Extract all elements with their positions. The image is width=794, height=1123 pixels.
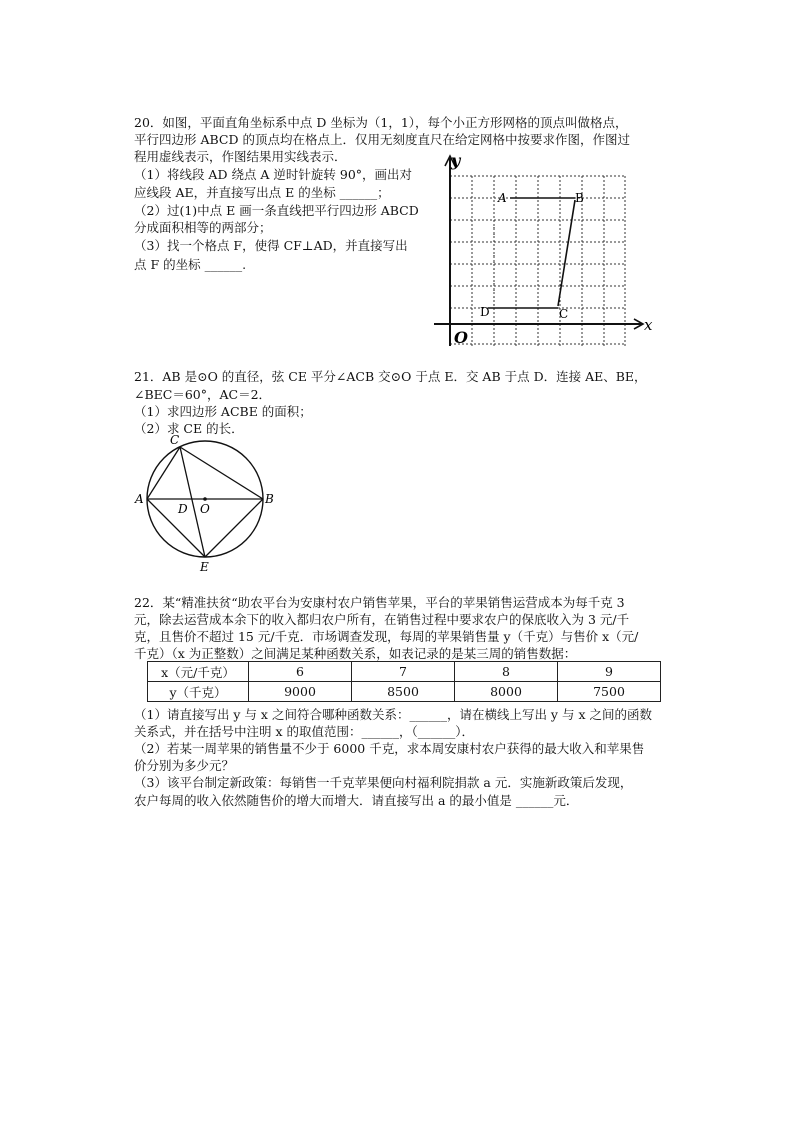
- point-c-label: C: [559, 307, 569, 321]
- q22-line-2: 元，除去运营成本余下的收入都归农户所有，在销售过程中要求农户的保底收入为 3 元/千: [134, 612, 630, 627]
- q20-part2-line-2: 分成面积相等的两部分；: [134, 220, 272, 235]
- point-a-label: A: [135, 492, 144, 506]
- q22-line-3: 克，且售价不超过 15 元/千克．市场调查发现，每周的苹果销售量 y（千克）与售价 x（元/: [134, 629, 639, 644]
- q22-part3-line-2: 农户每周的收入依然随售价的增大而增大．请直接写出 a 的最小值是 ______元．: [134, 793, 579, 808]
- point-d-label: D: [480, 305, 490, 319]
- q21-line-2: ∠BEC＝60°，AC＝2．: [134, 387, 272, 402]
- x-axis-label: x: [644, 316, 653, 334]
- table-cell: 8: [455, 662, 558, 682]
- table-cell: 7500: [558, 682, 661, 702]
- q22-part3-line-1: （3）该平台制定新政策：每销售一千克苹果便向村福利院捐款 a 元．实施新政策后发现，: [134, 775, 633, 790]
- q22-line-4: 千克）（x 为正整数）之间满足某种函数关系，如表记录的是某三周的销售数据：: [134, 646, 577, 661]
- table-row: [148, 662, 661, 682]
- point-c-label: C: [170, 433, 180, 447]
- table-cell: 8500: [352, 682, 455, 702]
- q21-line-1: 21．AB 是⊙O 的直径，弦 CE 平分∠ACB 交⊙O 于点 E．交 AB 于点 D．连接 AE、BE，: [134, 369, 647, 384]
- q20-line-1: 20．如图，平面直角坐标系中点 D 坐标为（1，1），每个小正方形网格的顶点叫做格点，: [134, 115, 628, 130]
- table-cell: 6: [249, 662, 352, 682]
- table-header-y: y（千克）: [148, 682, 249, 702]
- q22-part2-line-2: 价分别为多少元？: [134, 758, 235, 773]
- point-o-label: O: [200, 502, 210, 516]
- point-b-label: B: [265, 492, 274, 506]
- point-a-label: A: [498, 191, 507, 205]
- grid-lines: [450, 176, 625, 346]
- q20-part3-line-2: 点 F 的坐标 ______.: [134, 257, 247, 272]
- table-cell: 8000: [455, 682, 558, 702]
- q20-part1-line-2: 应线段 AE，并直接写出点 E 的坐标 ______；: [134, 185, 390, 200]
- q22-part1-line-2: 关系式，并在括号中注明 x 的取值范围：______，（______）．: [134, 724, 474, 739]
- q22-part2-line-1: （2）若某一周苹果的销售量不少于 6000 千克，求本周安康村农户获得的最大收入和苹果售: [134, 741, 645, 756]
- point-d-label: D: [178, 502, 188, 516]
- q21-circle-figure: [128, 430, 278, 580]
- table-header-x: x（元/千克）: [148, 662, 249, 682]
- q22-data-table: [147, 661, 661, 702]
- q22-part1-line-1: （1）请直接写出 y 与 x 之间符合哪种函数关系：______，请在横线上写出 y 与 x 之间的函数: [134, 707, 652, 722]
- q20-line-2: 平行四边形 ABCD 的顶点均在格点上．仅用无刻度直尺在给定网格中按要求作图，作图过: [134, 132, 630, 147]
- table-row: [148, 682, 661, 702]
- table-cell: 9: [558, 662, 661, 682]
- point-b-label: B: [575, 191, 584, 205]
- parallelogram-abcd: [488, 198, 575, 308]
- q20-grid-figure: [428, 150, 658, 350]
- q21-part2: （2）求 CE 的长．: [134, 421, 244, 436]
- table-cell: 9000: [249, 682, 352, 702]
- q20-part1-line-1: （1）将线段 AD 绕点 A 逆时针旋转 90°，画出对: [134, 167, 413, 182]
- table-cell: 7: [352, 662, 455, 682]
- q20-line-3: 程用虚线表示，作图结果用实线表示．: [134, 149, 347, 164]
- y-axis-label: y: [451, 151, 461, 170]
- q20-part3-line-1: （3）找一个格点 F，使得 CF⊥AD，并直接写出: [134, 238, 408, 253]
- q21-part1: （1）求四边形 ACBE 的面积；: [134, 404, 312, 419]
- origin-label: O: [454, 328, 468, 347]
- q20-part2-line-1: （2）过(1)中点 E 画一条直线把平行四边形 ABCD: [134, 203, 419, 218]
- point-e-label: E: [200, 560, 209, 574]
- q22-line-1: 22．某“精准扶贫“助农平台为安康村农户销售苹果，平台的苹果销售运营成本为每千克 3: [134, 595, 625, 610]
